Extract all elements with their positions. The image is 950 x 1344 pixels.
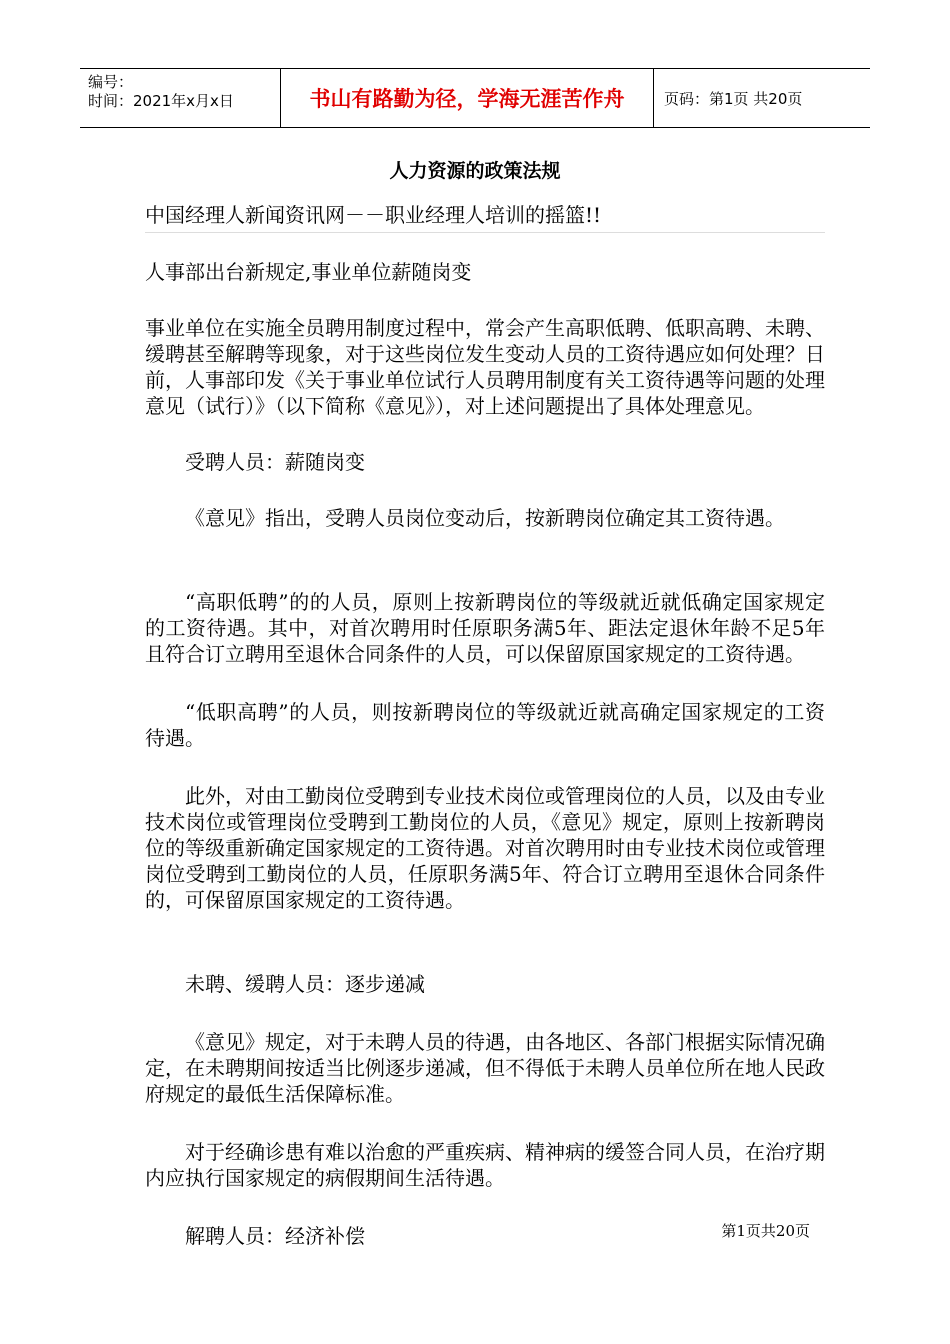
page-header: [80, 68, 870, 128]
document-body: [145, 202, 825, 1249]
paragraph: 事业单位在实施全员聘用制度过程中，常会产生高职低聘、低职高聘、未聘、缓聘甚至解聘等现象，对于这些岗位发生变动人员的工资待遇应如何处理？日前，人事部印发《关于事业单位试行人员聘用制度有关工资待遇等问题的处理意见（试行）》（以下简称《意见》），对上述问题提出了具体处理意见。: [145, 316, 825, 418]
page-footer: 第1页共20页: [721, 1222, 810, 1240]
paragraph: 此外，对由工勤岗位受聘到专业技术岗位或管理岗位的人员，以及由专业技术岗位或管理岗位受聘到工勤岗位的人员，《意见》规定，原则上按新聘岗位的等级重新确定国家规定的工资待遇。对首次聘用时由专业技术岗位或管理岗位受聘到工勤岗位的人员，任原职务满5年、符合订立聘用至退休合同条件的，可保留原国家规定的工资待遇。: [145, 784, 825, 912]
document-time-label: 时间：2021年x月x日: [88, 92, 234, 110]
header-meta: [80, 69, 281, 127]
document-title: 人力资源的政策法规: [389, 160, 561, 182]
paragraph: “低职高聘”的人员，则按新聘岗位的等级就近就高确定国家规定的工资待遇。: [145, 700, 825, 750]
paragraph: “高职低聘”的的人员，原则上按新聘岗位的等级就近就低确定国家规定的工资待遇。其中，对首次聘用时任原职务满5年、距法定退休年龄不足5年且符合订立聘用至退休合同条件的人员，可以保留原国家规定的工资待遇。: [145, 590, 825, 666]
section-heading: 解聘人员：经济补偿: [185, 1224, 365, 1248]
header-motto: 书山有路勤为径，学海无涯苦作舟: [281, 69, 654, 127]
header-page-info: 页码：第1页 共20页: [664, 89, 803, 108]
document-number-label: 编号：: [88, 73, 134, 91]
paragraph: 《意见》指出，受聘人员岗位变动后，按新聘岗位确定其工资待遇。: [185, 506, 785, 530]
site-line: 中国经理人新闻资讯网－－职业经理人培训的摇篮!!: [145, 202, 825, 233]
paragraph: 对于经确诊患有难以治愈的严重疾病、精神病的缓签合同人员，在治疗期内应执行国家规定的病假期间生活待遇。: [145, 1140, 825, 1190]
paragraph: 《意见》规定，对于未聘人员的待遇，由各地区、各部门根据实际情况确定，在未聘期间按适当比例逐步递减，但不得低于未聘人员单位所在地人民政府规定的最低生活保障标准。: [145, 1030, 825, 1106]
section-heading: 受聘人员：薪随岗变: [185, 450, 365, 474]
subtitle: 人事部出台新规定,事业单位薪随岗变: [145, 260, 472, 284]
section-heading: 未聘、缓聘人员：逐步递减: [185, 972, 425, 996]
